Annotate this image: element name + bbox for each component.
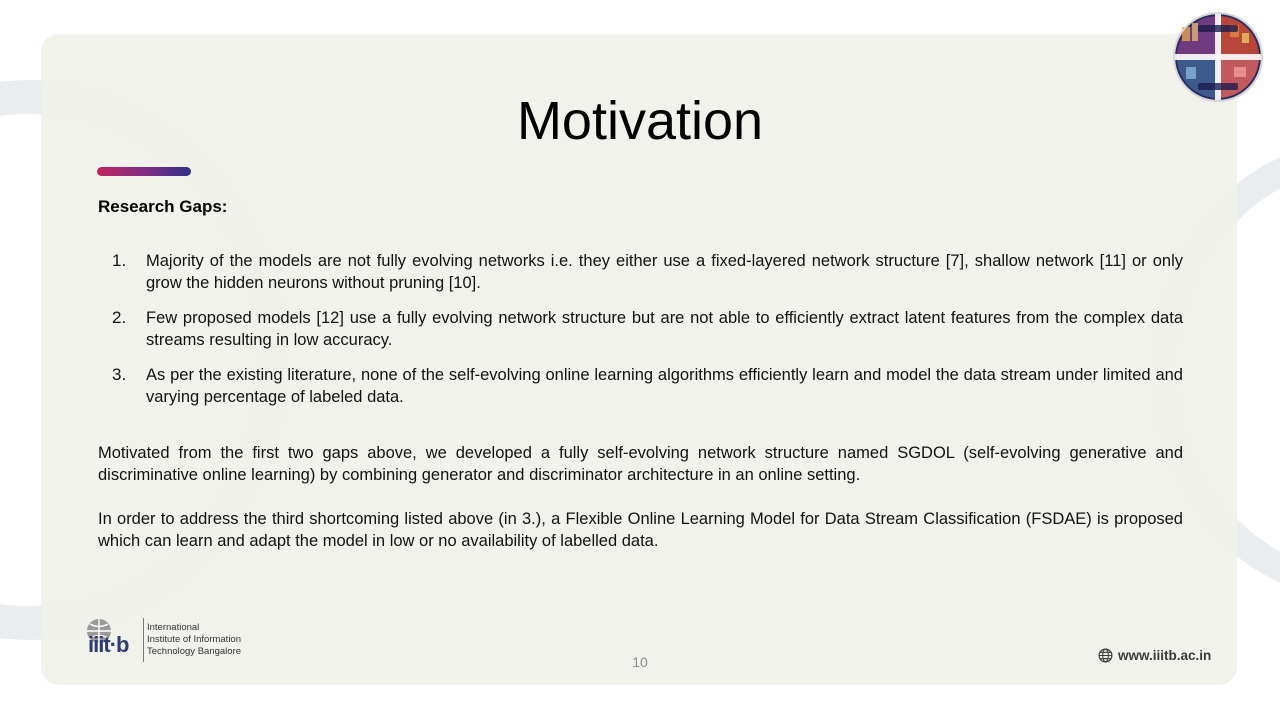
research-gap-text: As per the existing literature, none of the self-evolving online learning algorithms efficiently learn and model the data stream under limited and varying percentage of labeled data. (146, 366, 1183, 406)
research-gap-text: Few proposed models [12] use a fully evolving network structure but are not able to efficiently extract latent features from the complex data streams resulting in low accuracy. (146, 309, 1183, 349)
website-url[interactable]: www.iiitb.ac.in (1118, 647, 1212, 663)
title-accent-bar (97, 167, 191, 176)
research-gaps-list (98, 250, 1183, 421)
page-number: 10 (632, 654, 648, 670)
research-gap-text: Majority of the models are not fully evolving networks i.e. they either use a fixed-layered network structure [7], shallow network [11] or only grow the hidden neurons without pruning [10]. (146, 252, 1183, 292)
iiitb-logo (84, 616, 254, 666)
institute-name-line: International (147, 622, 200, 633)
slide-title: Motivation (516, 91, 764, 151)
institute-name (147, 622, 241, 658)
research-gap-number: 3. (112, 365, 127, 384)
motivation-paragraph-sgdol: Motivated from the first two gaps above, we developed a fully self-evolving network structure named SGDOL (self-evolving generative and discriminative online learning) by combining generator and discriminator architecture in an online setting. (98, 444, 1183, 484)
globe-icon (1098, 648, 1113, 663)
research-gap-number: 2. (112, 308, 127, 327)
website-link[interactable] (1098, 646, 1211, 664)
research-gap-number: 1. (112, 251, 127, 270)
research-gap-item (98, 250, 1183, 294)
motivation-paragraph-fsdae: In order to address the third shortcoming listed above (in 3.), a Flexible Online Learning Model for Data Stream Classification (FSDAE) is proposed which can learn and adapt the model in low or no availability of labelled data. (98, 510, 1183, 550)
institute-name-line: Technology Bangalore (147, 646, 242, 657)
logo-divider (143, 618, 144, 662)
research-gap-item (98, 307, 1183, 351)
research-gap-item (98, 364, 1183, 408)
institute-name-line: Institute of Information (147, 634, 241, 645)
research-gaps-heading: Research Gaps: (98, 197, 228, 216)
logo-wordmark: iiit·b (88, 632, 129, 657)
